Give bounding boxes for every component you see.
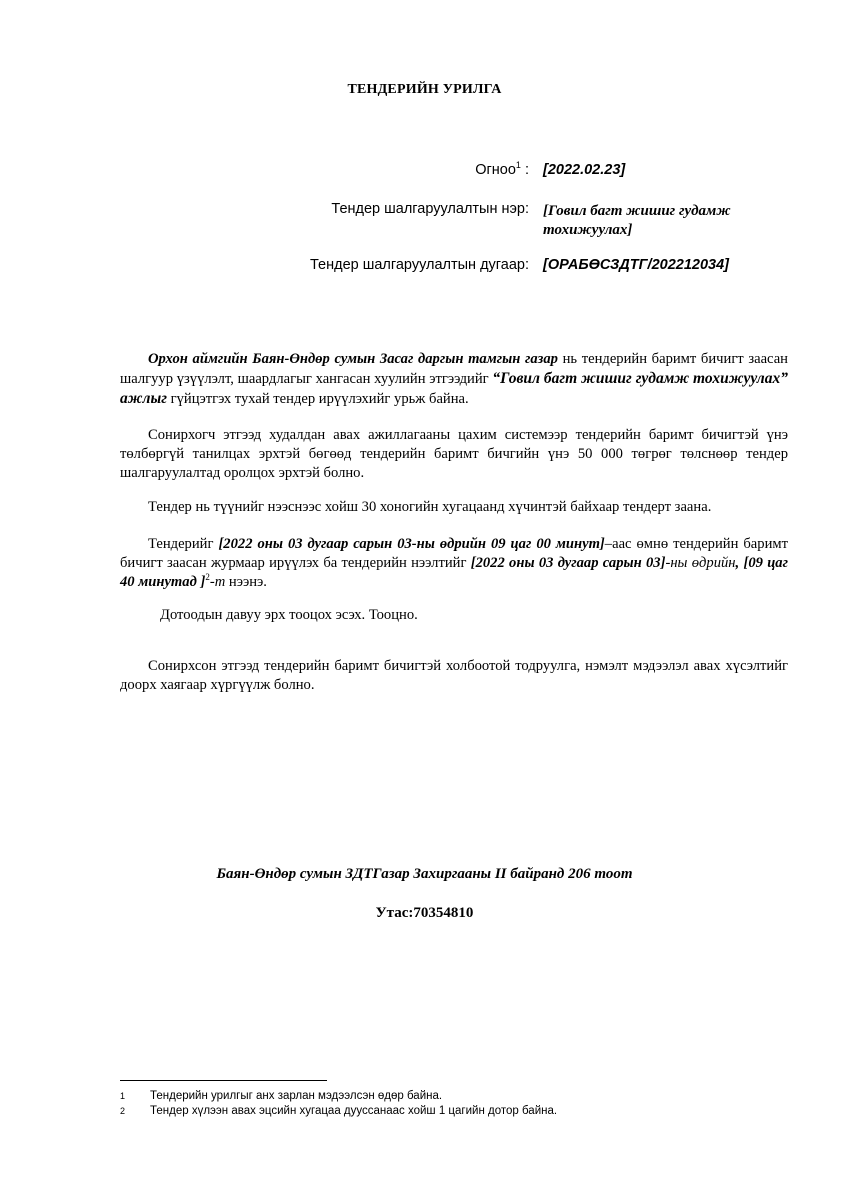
footnote-divider [120,1080,327,1081]
date-value: [2022.02.23] [543,162,626,178]
document-title: ТЕНДЕРИЙН УРИЛГА [347,82,502,97]
paragraph-text: нь тендерийн баримт бичигт заасан шалгуур үзүүлэлт, шаардлагыг хангасан хуулийн этгээдийг [120,351,788,387]
opening-date: [2022 оны 03 дугаар сарын 03] [470,555,666,571]
work-name: “Говил багт жишиг гудамж тохижуулах” ажлыг [120,370,789,407]
address-line: Баян-Өндөр сумын ЗДТГазар Захиргааны II байранд 206 тоот [216,866,633,882]
date-label: Огноо$^1$ : [475,160,529,178]
footnote-number: 1 [120,1091,126,1101]
paragraph-inquiry: Сонирхсон этгээд тендерийн баримт бичигтэй холбоотой тодруулга, нэмэлт мэдээлэл авах хүсэлтийг доорх хаягаар хүргүүлж болно. [120,658,788,693]
paragraph-text: нээнэ. [225,574,267,590]
paragraph-documents: Сонирхогч этгээд худалдан авах ажиллагааны цахим системээр тендерийн баримт бичигтэй үнэ төлбөргүй танилцах эрхтэй бөгөөд тендерийн баримт бичгийн үнэ 50 000 төгрөг төлснөөр тендер шалгаруулалтад оролцох эрхтэй болно. [120,427,788,481]
tender-name-label: Тендер шалгаруулалтын нэр: [331,201,529,217]
paragraph-text: –аас өмнө тендерийн баримт бичигт заасан журмаар ирүүлэх ба тендерийн нээлтийг [120,536,788,571]
footnote-2 [120,1104,557,1119]
footnote-number: 2 [120,1106,126,1116]
tender-name-value: [Говил багт жишиг гудамж тохижуулах] [543,203,731,238]
submission-deadline: [2022 оны 03 дугаар сарын 03-ны өдрийн 09 цаг 00 минут] [218,536,605,552]
phone-line: Утас:70354810 [375,905,474,921]
opening-time: , [09 цаг 40 минутад ] [120,555,788,590]
organization-name: Орхон аймгийн Баян-Өндөр сумын Засаг даргын тамгын газар [148,351,558,367]
footnote-text: Тендер хүлээн авах эцсийн хугацаа дууссанаас хойш 1 цагийн дотор байна. [150,1105,558,1117]
footnote-text: Тендерийн урилгыг анх зарлан мэдээлсэн өдөр байна. [150,1090,443,1102]
paragraph-validity: Тендер нь түүнийг нээснээс хойш 30 хоногийн хугацаанд хүчинтэй байхаар тендерт заана. [148,499,712,515]
paragraph-deadline [120,535,788,592]
opening-date-suffix: -ны өдрийн [665,555,736,571]
tender-number-value: [ОРАБӨСЗДТГ/202212034] [543,257,729,273]
paragraph-text: Тендерийг [148,536,219,552]
paragraph-preference: Дотоодын давуу эрх тооцох эсэх. Тооцно. [160,607,418,623]
tender-number-label: Тендер шалгаруулалтын дугаар: [310,257,529,273]
paragraph-text: -т [209,574,226,590]
footnote-ref: 2 [205,572,210,583]
footnote-1 [120,1089,442,1104]
paragraph-text: гүйцэтгэх тухай тендер ирүүлэхийг урьж байна. [166,391,469,407]
paragraph-invitation [120,350,788,409]
